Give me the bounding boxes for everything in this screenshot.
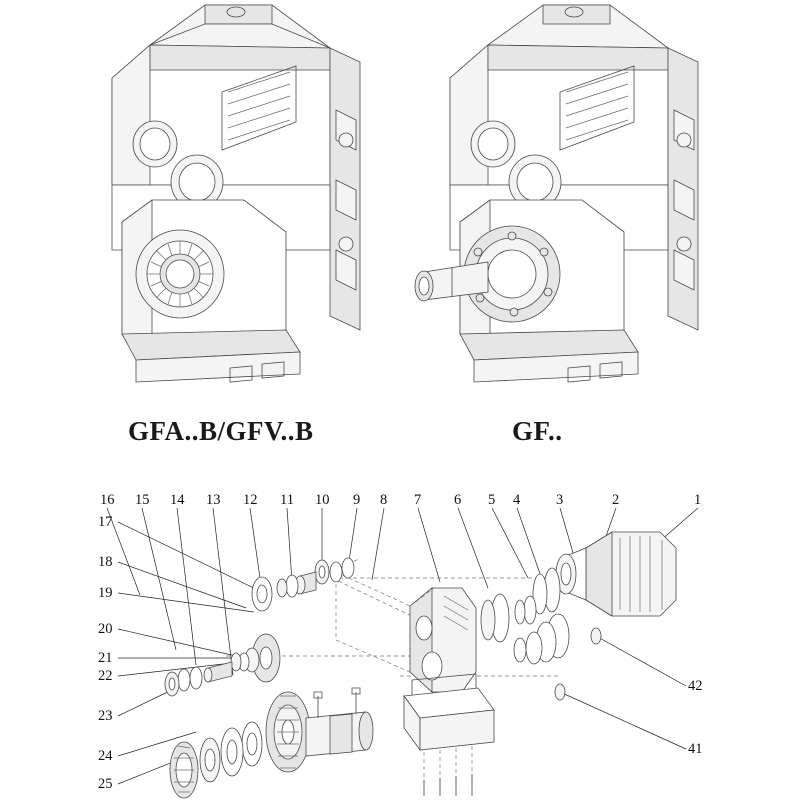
part-output-gear-group <box>170 688 373 798</box>
callout-21: 21 <box>98 650 113 666</box>
exploded-parts-view <box>0 460 800 800</box>
caption-gfa-b-gfv-b: GFA..B/GFV..B <box>128 416 314 446</box>
callout-19: 19 <box>98 585 113 601</box>
gearbox-left-figure <box>112 5 360 382</box>
callout-2: 2 <box>612 492 620 508</box>
caption-gf: GF.. <box>512 416 563 446</box>
callout-9: 9 <box>353 492 361 508</box>
callout-14: 14 <box>170 492 185 508</box>
callout-18: 18 <box>98 554 113 570</box>
callout-22: 22 <box>98 668 113 684</box>
callout-16: 16 <box>100 492 115 508</box>
part-small-shaft-group <box>252 558 354 611</box>
callout-23: 23 <box>98 708 113 724</box>
callout-1: 1 <box>694 492 702 508</box>
callout-24: 24 <box>98 748 113 764</box>
callout-3: 3 <box>556 492 564 508</box>
callout-20: 20 <box>98 621 113 637</box>
callout-25: 25 <box>98 776 113 792</box>
callout-8: 8 <box>380 492 388 508</box>
callout-7: 7 <box>414 492 422 508</box>
exploded-svg <box>0 460 800 800</box>
callout-15: 15 <box>135 492 150 508</box>
part-motor-block <box>556 532 676 616</box>
callout-5: 5 <box>488 492 496 508</box>
gearbox-right-figure <box>415 5 698 382</box>
part-gear-housing <box>404 588 494 796</box>
callout-11: 11 <box>280 492 294 508</box>
callout-10: 10 <box>315 492 330 508</box>
callout-4: 4 <box>513 492 521 508</box>
part-rings-group <box>481 568 569 664</box>
right-leader-lines <box>560 636 686 749</box>
callout-12: 12 <box>243 492 258 508</box>
callout-42: 42 <box>688 678 703 694</box>
callout-41: 41 <box>688 741 703 757</box>
part-pinion-shaft-group <box>165 634 280 696</box>
callout-13: 13 <box>206 492 221 508</box>
callout-17: 17 <box>98 514 113 530</box>
callout-6: 6 <box>454 492 462 508</box>
